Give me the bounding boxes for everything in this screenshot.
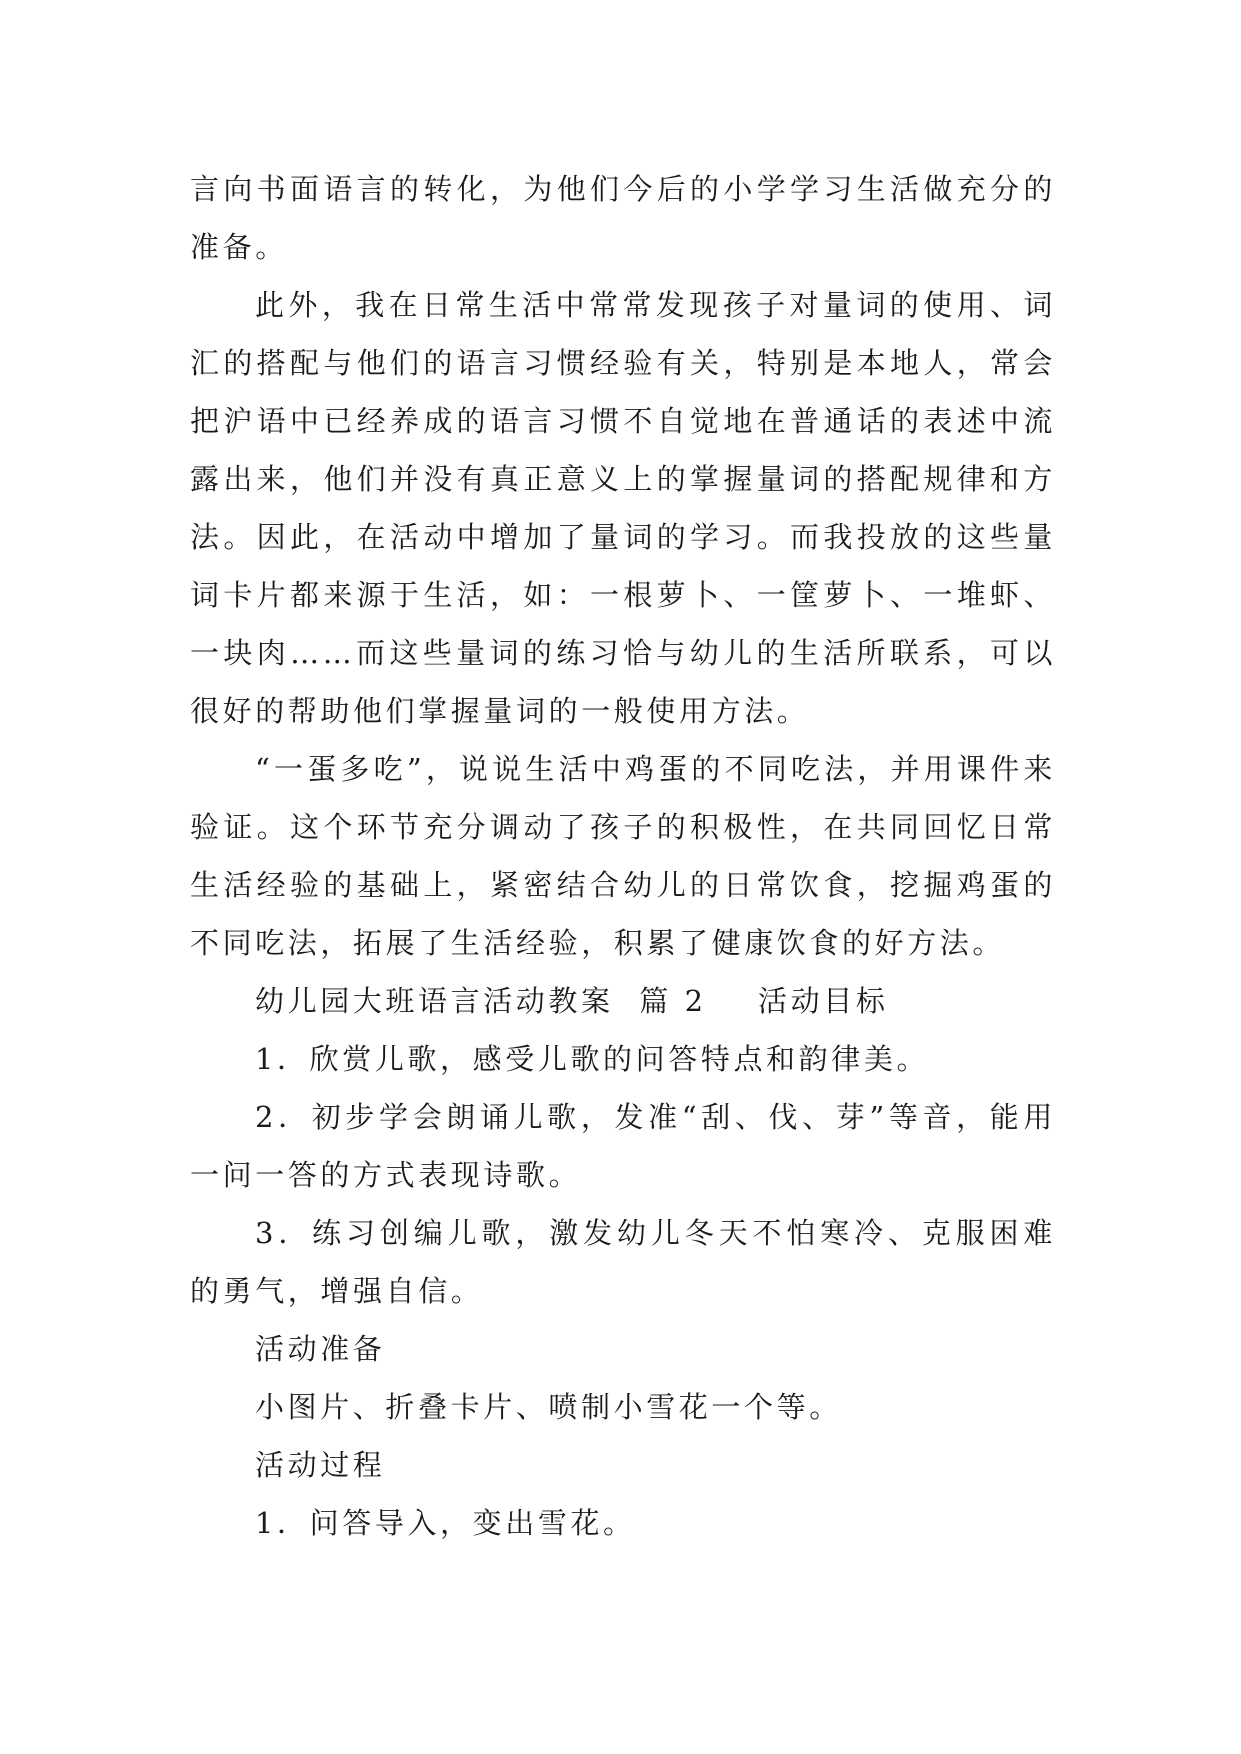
process-heading: 活动过程 [255,1448,386,1482]
paragraph-intro-continuation: 言向书面语言的转化，为他们今后的小学学习生活做充分的准备。 [190,172,1056,264]
preparation-heading: 活动准备 [255,1332,386,1366]
section-number: 篇 2 [639,984,707,1018]
objective-item: 1．欣赏儿歌，感受儿歌的问答特点和韵律美。 [255,1042,930,1076]
objective-item: 3．练习创编儿歌，激发幼儿冬天不怕寒冷、克服困难的勇气，增强自信。 [190,1216,1056,1308]
section-heading [190,972,1056,1030]
paragraph-measure-words: 此外，我在日常生活中常常发现孩子对量词的使用、词汇的搭配与他们的语言习惯经验有关，特别是本地人，常会把沪语中已经养成的语言习惯不自觉地在普通话的表述中流露出来，他们并没有真正意义上的掌握量词的搭配规律和方法。因此，在活动中增加了量词的学习。而我投放的这些量词卡片都来源于生活，如：一根萝卜、一筐萝卜、一堆虾、一块肉……而这些量词的练习恰与幼儿的生活所联系，可以很好的帮助他们掌握量词的一般使用方法。 [190,288,1056,728]
paragraph-egg-activity: “一蛋多吃”，说说生活中鸡蛋的不同吃法，并用课件来验证。这个环节充分调动了孩子的积极性，在共同回忆日常生活经验的基础上，紧密结合幼儿的日常饮食，挖掘鸡蛋的不同吃法，拓展了生活经验，积累了健康饮食的好方法。 [190,752,1056,960]
objectives-heading: 活动目标 [758,984,889,1018]
process-step: 1．问答导入，变出雪花。 [255,1506,636,1540]
section-title: 幼儿园大班语言活动教案 [255,984,614,1018]
preparation-text: 小图片、折叠卡片、喷制小雪花一个等。 [255,1390,842,1424]
objective-item: 2．初步学会朗诵儿歌，发准“刮、伐、芽”等音，能用一问一答的方式表现诗歌。 [190,1100,1056,1192]
document-body [190,160,1056,1552]
